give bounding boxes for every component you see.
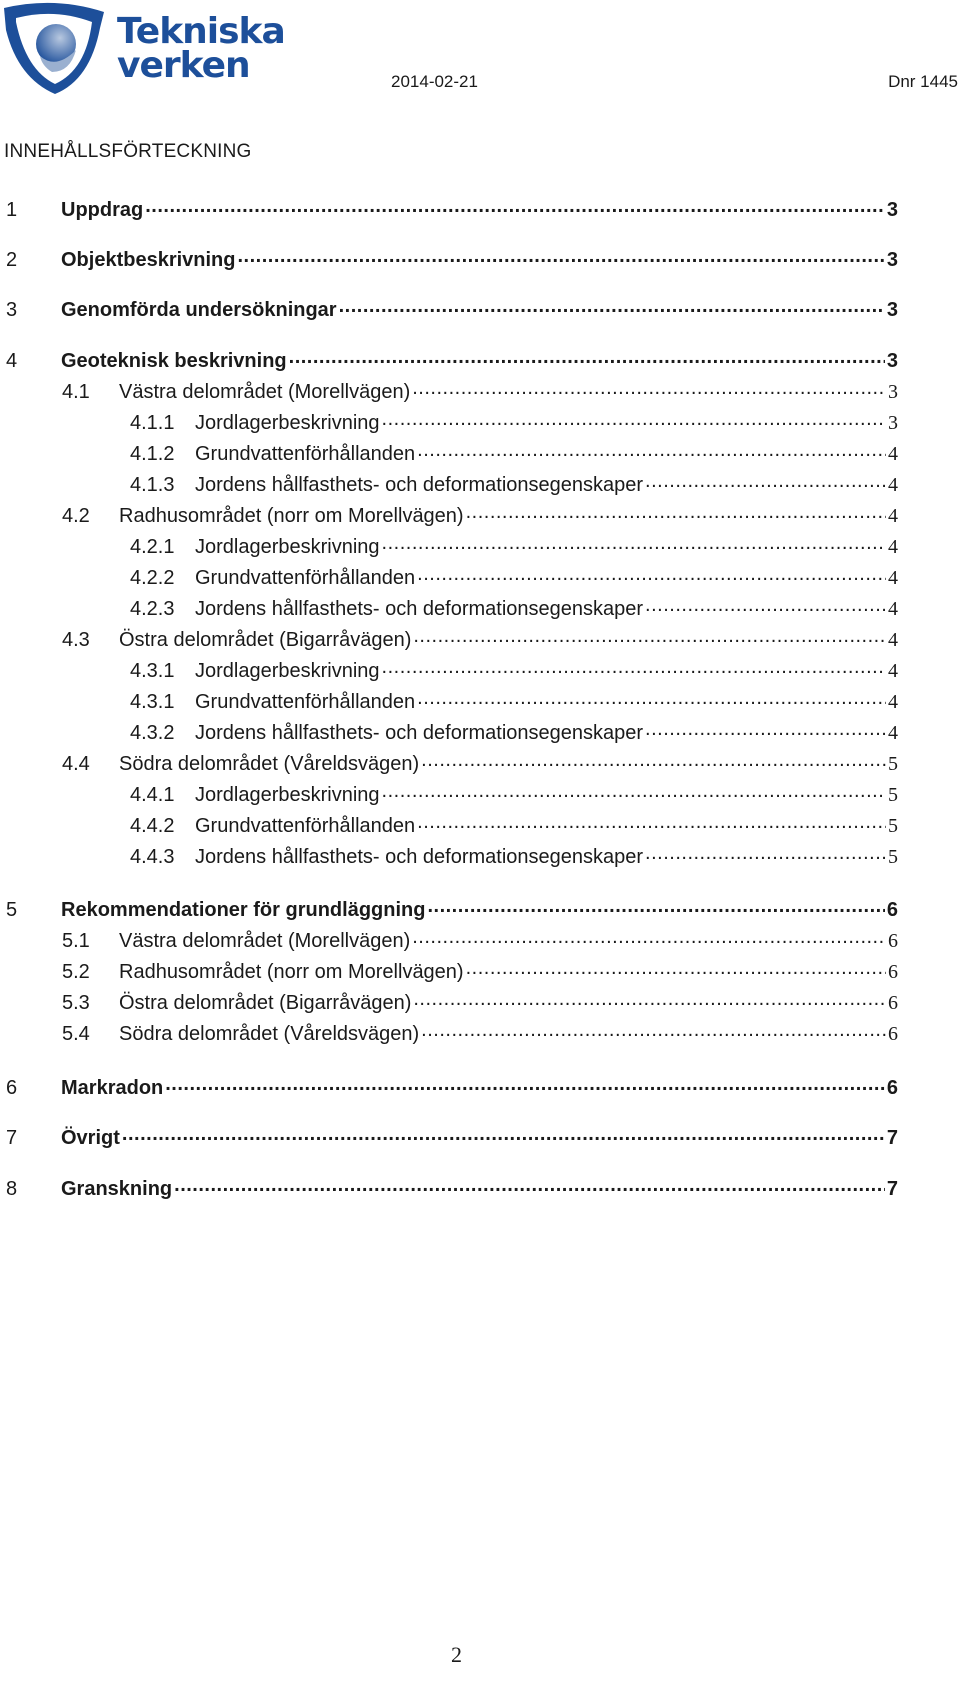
toc-entry-title: Södra delområdet (Våreldsvägen) bbox=[119, 1023, 420, 1045]
toc-entry-page: 4 bbox=[888, 722, 898, 744]
toc-entry-number: 4.2 bbox=[62, 505, 90, 527]
toc-leader-dots bbox=[165, 1074, 885, 1094]
toc-entry[interactable] bbox=[130, 688, 898, 714]
toc-leader-dots bbox=[421, 750, 886, 770]
toc-entry[interactable] bbox=[130, 595, 898, 621]
toc-entry-page: 4 bbox=[888, 598, 898, 620]
toc-entry-number: 6 bbox=[6, 1077, 18, 1099]
toc-entry-title: Jordens hållfasthets- och deformationsegenskaper bbox=[195, 722, 644, 744]
toc-entry-title: Objektbeskrivning bbox=[61, 249, 236, 271]
toc-entry-number: 4.2.1 bbox=[130, 536, 175, 558]
toc-entry[interactable] bbox=[62, 626, 898, 652]
toc-entry[interactable] bbox=[130, 812, 898, 838]
toc-leader-dots bbox=[174, 1175, 885, 1195]
toc-entry-page: 4 bbox=[888, 536, 898, 558]
toc-leader-dots bbox=[238, 246, 885, 266]
toc-entry-page: 3 bbox=[886, 299, 898, 321]
toc-entry-title: Södra delområdet (Våreldsvägen) bbox=[119, 753, 420, 775]
toc-entry-page: 7 bbox=[886, 1127, 898, 1149]
toc-leader-dots bbox=[421, 1020, 886, 1040]
toc-entry[interactable] bbox=[6, 1074, 898, 1100]
toc-entry-number: 4.1.2 bbox=[130, 443, 175, 465]
toc-entry[interactable] bbox=[130, 781, 898, 807]
toc-entry[interactable] bbox=[6, 1124, 898, 1150]
toc-entry-number: 8 bbox=[6, 1178, 18, 1200]
toc-entry-number: 4.3.1 bbox=[130, 691, 175, 713]
toc-entry-title: Markradon bbox=[61, 1077, 164, 1099]
toc-entry-page: 7 bbox=[886, 1178, 898, 1200]
toc-leader-dots bbox=[412, 378, 886, 398]
toc-entry[interactable] bbox=[130, 440, 898, 466]
toc-entry-page: 6 bbox=[886, 1077, 898, 1099]
toc-entry-number: 5.1 bbox=[62, 930, 90, 952]
toc-entry-title: Jordlagerbeskrivning bbox=[195, 536, 380, 558]
toc-leader-dots bbox=[645, 595, 886, 615]
toc-entry[interactable] bbox=[130, 564, 898, 590]
toc-entry-number: 4 bbox=[6, 350, 18, 372]
toc-leader-dots bbox=[382, 657, 886, 677]
toc-entry-title: Jordlagerbeskrivning bbox=[195, 660, 380, 682]
toc-entry-title: Västra delområdet (Morellvägen) bbox=[119, 930, 411, 952]
toc-entry-page: 5 bbox=[888, 753, 898, 775]
toc-leader-dots bbox=[417, 564, 886, 584]
toc-entry[interactable] bbox=[6, 246, 898, 272]
toc-entry-title: Grundvattenförhållanden bbox=[195, 567, 416, 589]
toc-entry-page: 3 bbox=[888, 412, 898, 434]
toc-entry-page: 3 bbox=[886, 199, 898, 221]
toc-entry-title: Grundvattenförhållanden bbox=[195, 815, 416, 837]
toc-entry-page: 3 bbox=[886, 249, 898, 271]
toc-leader-dots bbox=[122, 1124, 885, 1144]
toc-entry[interactable] bbox=[130, 657, 898, 683]
toc-entry-number: 2 bbox=[6, 249, 18, 271]
toc-leader-dots bbox=[145, 196, 885, 216]
toc-entry-number: 4.2.2 bbox=[130, 567, 175, 589]
toc-entry[interactable] bbox=[62, 958, 898, 984]
toc-entry-number: 4.4 bbox=[62, 753, 90, 775]
page-number: 2 bbox=[451, 1642, 462, 1667]
toc-entry[interactable] bbox=[130, 409, 898, 435]
toc-entry-page: 4 bbox=[888, 474, 898, 496]
toc-entry-page: 3 bbox=[886, 350, 898, 372]
toc-entry-page: 4 bbox=[888, 629, 898, 651]
toc-entry-page: 4 bbox=[888, 443, 898, 465]
toc-entry-title: Radhusområdet (norr om Morellvägen) bbox=[119, 961, 464, 983]
toc-entry-page: 6 bbox=[888, 961, 898, 983]
toc-entry-title: Västra delområdet (Morellvägen) bbox=[119, 381, 411, 403]
toc-leader-dots bbox=[339, 296, 885, 316]
toc-entry-number: 4.4.3 bbox=[130, 846, 175, 868]
toc-entry-number: 5 bbox=[6, 899, 18, 921]
toc-entry-number: 4.1.1 bbox=[130, 412, 175, 434]
toc-leader-dots bbox=[413, 989, 886, 1009]
toc-entry-number: 5.4 bbox=[62, 1023, 90, 1045]
toc-entry[interactable] bbox=[62, 502, 898, 528]
toc-entry-title: Uppdrag bbox=[61, 199, 144, 221]
toc-entry-page: 5 bbox=[888, 784, 898, 806]
toc-entry-number: 5.2 bbox=[62, 961, 90, 983]
toc-entry-page: 6 bbox=[886, 899, 898, 921]
toc-entry-page: 3 bbox=[888, 381, 898, 403]
toc-leader-dots bbox=[382, 409, 886, 429]
toc-entry[interactable] bbox=[6, 347, 898, 373]
toc-entry[interactable] bbox=[6, 1175, 898, 1201]
toc-entry-title: Östra delområdet (Bigarråvägen) bbox=[119, 629, 412, 651]
toc-entry[interactable] bbox=[130, 843, 898, 869]
toc-entry-page: 6 bbox=[888, 1023, 898, 1045]
toc-leader-dots bbox=[413, 626, 886, 646]
toc-entry-title: Rekommendationer för grundläggning bbox=[61, 899, 426, 921]
toc-entry-title: Grundvattenförhållanden bbox=[195, 443, 416, 465]
toc-entry[interactable] bbox=[130, 719, 898, 745]
toc-entry-page: 4 bbox=[888, 567, 898, 589]
toc-leader-dots bbox=[427, 896, 884, 916]
toc-entry-page: 6 bbox=[888, 930, 898, 952]
toc-entry[interactable] bbox=[62, 750, 898, 776]
toc-entry-number: 4.4.2 bbox=[130, 815, 175, 837]
toc-entry-page: 4 bbox=[888, 660, 898, 682]
toc-entry-number: 4.3 bbox=[62, 629, 90, 651]
toc-entry-number: 1 bbox=[6, 199, 18, 221]
logo-text-line2: verken bbox=[117, 45, 250, 86]
toc-entry-title: Geoteknisk beskrivning bbox=[61, 350, 287, 372]
toc-leader-dots bbox=[466, 502, 886, 522]
toc-leader-dots bbox=[466, 958, 886, 978]
logo-text-line1: Tekniska bbox=[117, 11, 285, 52]
toc-leader-dots bbox=[382, 533, 886, 553]
toc-entry-number: 4.2.3 bbox=[130, 598, 175, 620]
toc-entry-title: Övrigt bbox=[61, 1127, 120, 1149]
toc-entry[interactable] bbox=[6, 296, 898, 322]
toc-entry[interactable] bbox=[130, 471, 898, 497]
document-number: Dnr 1445 bbox=[888, 72, 958, 91]
toc-entry-number: 7 bbox=[6, 1127, 18, 1149]
toc-entry-title: Jordens hållfasthets- och deformationsegenskaper bbox=[195, 846, 644, 868]
toc-entry-title: Jordlagerbeskrivning bbox=[195, 412, 380, 434]
toc-entry-title: Radhusområdet (norr om Morellvägen) bbox=[119, 505, 464, 527]
toc-entry-page: 4 bbox=[888, 691, 898, 713]
toc-leader-dots bbox=[645, 719, 886, 739]
toc-entry-number: 4.4.1 bbox=[130, 784, 175, 806]
toc-leader-dots bbox=[645, 471, 886, 491]
toc-leader-dots bbox=[289, 347, 885, 367]
toc-entry[interactable] bbox=[62, 378, 898, 404]
toc-entry-title: Jordens hållfasthets- och deformationsegenskaper bbox=[195, 474, 644, 496]
toc-entry-title: Jordens hållfasthets- och deformationsegenskaper bbox=[195, 598, 644, 620]
toc-entry[interactable] bbox=[6, 196, 898, 222]
toc-entry[interactable] bbox=[62, 927, 898, 953]
toc-entry-number: 4.1.3 bbox=[130, 474, 175, 496]
toc-entry-page: 6 bbox=[888, 992, 898, 1014]
toc-entry-number: 3 bbox=[6, 299, 18, 321]
toc-entry-title: Grundvattenförhållanden bbox=[195, 691, 416, 713]
toc-entry[interactable] bbox=[62, 989, 898, 1015]
toc-leader-dots bbox=[417, 688, 886, 708]
toc-entry[interactable] bbox=[6, 896, 898, 922]
toc-entry-number: 4.3.2 bbox=[130, 722, 175, 744]
toc-entry-title: Granskning bbox=[61, 1178, 173, 1200]
toc-leader-dots bbox=[382, 781, 886, 801]
toc-entry-page: 5 bbox=[888, 846, 898, 868]
toc-entry-title: Jordlagerbeskrivning bbox=[195, 784, 380, 806]
toc-leader-dots bbox=[412, 927, 886, 947]
toc-entry-number: 4.1 bbox=[62, 381, 90, 403]
toc-entry-title: Genomförda undersökningar bbox=[61, 299, 337, 321]
toc-entry[interactable] bbox=[62, 1020, 898, 1046]
toc-leader-dots bbox=[645, 843, 886, 863]
toc-entry-number: 4.3.1 bbox=[130, 660, 175, 682]
toc-entry-page: 5 bbox=[888, 815, 898, 837]
toc-entry[interactable] bbox=[130, 533, 898, 559]
toc-entry-title: Östra delområdet (Bigarråvägen) bbox=[119, 992, 412, 1014]
toc-heading: INNEHÅLLSFÖRTECKNING bbox=[4, 141, 252, 162]
toc-entry-page: 4 bbox=[888, 505, 898, 527]
document-date: 2014-02-21 bbox=[391, 72, 478, 91]
toc-leader-dots bbox=[417, 440, 886, 460]
toc-entry-number: 5.3 bbox=[62, 992, 90, 1014]
toc-leader-dots bbox=[417, 812, 886, 832]
